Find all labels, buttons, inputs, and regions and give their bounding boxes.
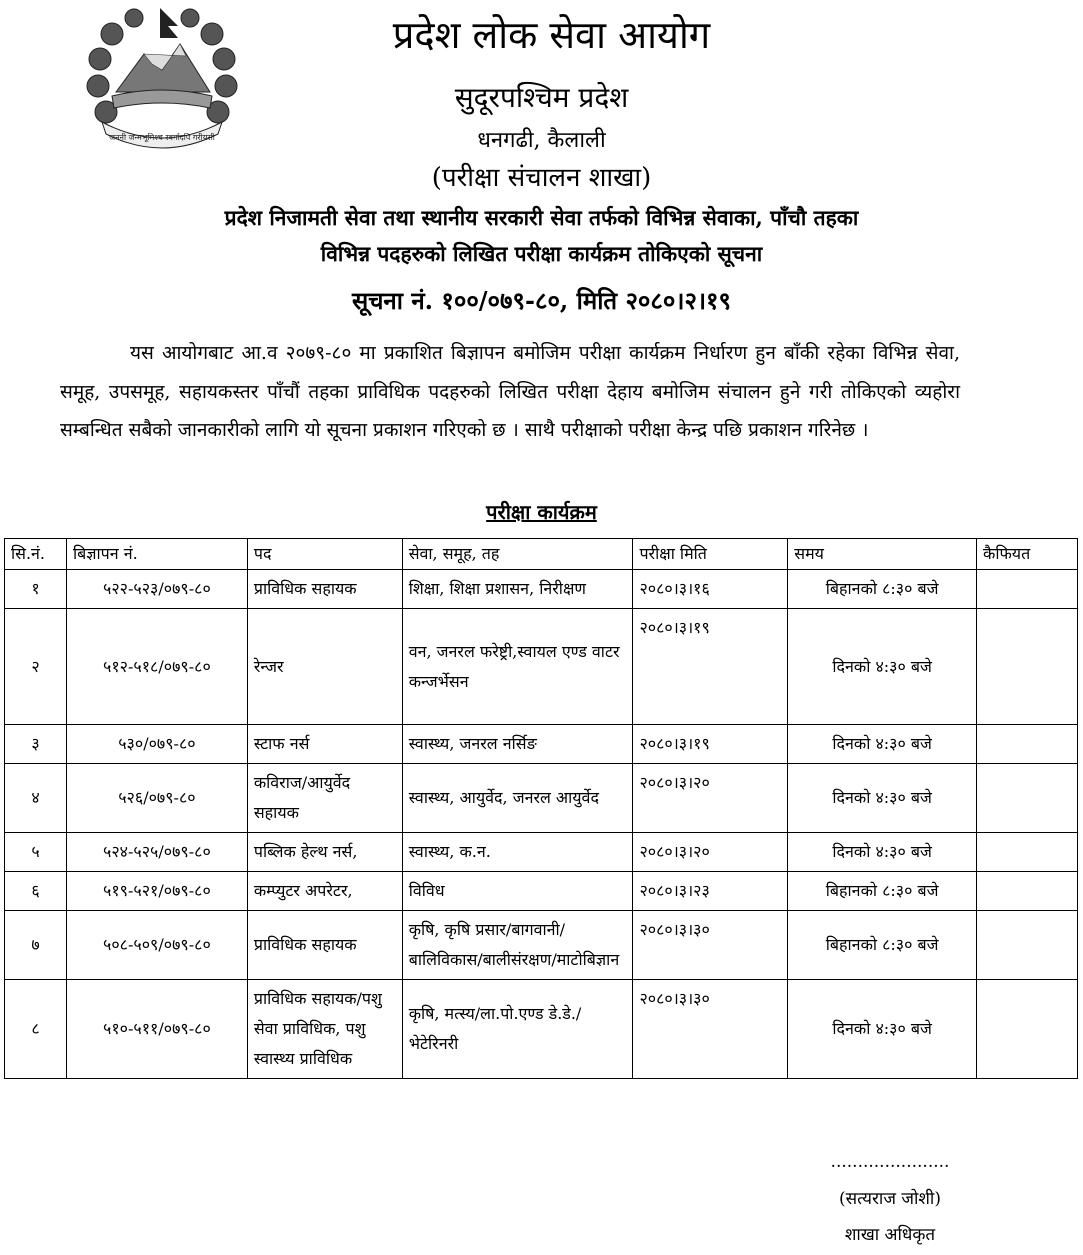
cell-remarks [977,980,1078,1079]
cell-post: कविराज/आयुर्वेद सहायक [247,764,402,833]
cell-ad-no: ५२६/०७९-८० [66,764,247,833]
cell-ad-no: ५०८-५०९/०७९-८० [66,911,247,980]
table-row [5,872,1078,911]
header-ad-no: बिज्ञापन नं. [66,539,247,570]
cell-serial: ५ [5,833,67,872]
cell-serial: ६ [5,872,67,911]
header-time: समय [788,539,977,570]
table-row [5,570,1078,609]
cell-time: दिनको ४:३० बजे [788,609,977,725]
cell-time: बिहानको ८:३० बजे [788,911,977,980]
header-post: पद [247,539,402,570]
header-exam-date: परीक्षा मिति [633,539,788,570]
cell-remarks [977,833,1078,872]
cell-time: बिहानको ८:३० बजे [788,872,977,911]
commission-title: प्रदेश लोक सेवा आयोग [392,13,711,57]
signatory-name: (सत्यराज जोशी) [839,1189,941,1209]
province-name: सुदूरपश्चिम प्रदेश [454,81,629,114]
cell-service: कृषि, कृषि प्रसार/बागवानी/बालिविकास/बालीसंरक्षण/माटोबिज्ञान [402,911,633,980]
office-location: धनगढी, कैलाली [477,128,606,153]
cell-post: स्टाफ नर्स [247,725,402,764]
cell-post: पब्लिक हेल्थ नर्स, [247,833,402,872]
cell-service: स्वास्थ्य, क.न. [402,833,633,872]
cell-post: कम्प्युटर अपरेटर, [247,872,402,911]
cell-service: वन, जनरल फरेष्ट्री,स्वायल एण्ड वाटर कन्जर्भेसन [402,609,633,725]
schedule-title [0,498,1083,525]
cell-exam-date: २०८०।३।१९ [633,725,788,764]
subject-line-1: प्रदेश निजामती सेवा तथा स्थानीय सरकारी सेवा तर्फको विभिन्न सेवाका, पाँचौ तहका [224,205,859,230]
cell-time: बिहानको ८:३० बजे [788,570,977,609]
cell-post: प्राविधिक सहायक [247,911,402,980]
cell-post: प्राविधिक सहायक [247,570,402,609]
header-service: सेवा, समूह, तह [402,539,633,570]
cell-exam-date: २०८०।३।३० [633,911,788,980]
cell-service: शिक्षा, शिक्षा प्रशासन, निरीक्षण [402,570,633,609]
cell-serial: १ [5,570,67,609]
cell-service: विविध [402,872,633,911]
header-remarks: कैफियत [977,539,1078,570]
cell-ad-no: ५२४-५२५/०७९-८० [66,833,247,872]
cell-service: कृषि, मत्स्य/ला.पो.एण्ड डे.डे./भेटेरिनरी [402,980,633,1079]
table-row [5,609,1078,725]
table-row [5,911,1078,980]
table-header-row [5,539,1078,570]
cell-ad-no: ५१०-५११/०७९-८० [66,980,247,1079]
svg-text:जननी जन्मभूमिश्च स्वर्गादपि गर: जननी जन्मभूमिश्च स्वर्गादपि गरीयसी [109,133,215,142]
notice-body-paragraph: यस आयोगबाट आ.व २०७९-८० मा प्रकाशित बिज्ञापन बमोजिम परीक्षा कार्यक्रम निर्धारण हुन बाँकी रहेका विभिन्न सेवा, समूह, उपसमूह, सहायकस्तर पाँचौं तहका प्राविधिक पदहरुको लिखित परीक्षा देहाय बमोजिम संचालन हुने गरी तोकिएको व्यहोरा सम्बन्धित सबैको जानकारीको लागि यो सूचना प्रकाशन गरिएको छ । साथै परीक्षाको परीक्षा केन्द्र पछि प्रकाशन गरिनेछ । [60,342,960,441]
notice-number: सूचना नं. १००/०७९-८०, मिति २०८०।२।१९ [351,286,732,315]
table-row [5,833,1078,872]
table-row [5,764,1078,833]
cell-remarks [977,764,1078,833]
cell-exam-date: २०८०।३।३० [633,980,788,1079]
signature-line: ...................... [830,1152,950,1172]
cell-exam-date: २०८०।३।१६ [633,570,788,609]
cell-serial: ४ [5,764,67,833]
cell-serial: ७ [5,911,67,980]
cell-time: दिनको ४:३० बजे [788,833,977,872]
cell-service: स्वास्थ्य, जनरल नर्सिङ [402,725,633,764]
cell-ad-no: ५१९-५२१/०७९-८० [66,872,247,911]
subject-line-2: विभिन्न पदहरुको लिखित परीक्षा कार्यक्रम तोकिएको सूचना [320,241,763,266]
exam-schedule-table [4,538,1078,1079]
table-row [5,980,1078,1079]
cell-time: दिनको ४:३० बजे [788,980,977,1079]
cell-remarks [977,570,1078,609]
cell-post: रेन्जर [247,609,402,725]
header-serial: सि.नं. [5,539,67,570]
table-row [5,725,1078,764]
cell-remarks [977,609,1078,725]
cell-exam-date: २०८०।३।१९ [633,609,788,725]
cell-ad-no: ५१२-५१८/०७९-८० [66,609,247,725]
cell-ad-no: ५२२-५२३/०७९-८० [66,570,247,609]
branch-name: (परीक्षा संचालन शाखा) [431,163,652,193]
cell-time: दिनको ४:३० बजे [788,725,977,764]
cell-service: स्वास्थ्य, आयुर्वेद, जनरल आयुर्वेद [402,764,633,833]
cell-exam-date: २०८०।३।२३ [633,872,788,911]
cell-exam-date: २०८०।३।२० [633,833,788,872]
cell-serial: ३ [5,725,67,764]
cell-serial: ८ [5,980,67,1079]
cell-time: दिनको ४:३० बजे [788,764,977,833]
cell-remarks [977,911,1078,980]
schedule-title-text: परीक्षा कार्यक्रम [486,500,597,524]
cell-remarks [977,725,1078,764]
cell-remarks [977,872,1078,911]
cell-ad-no: ५३०/०७९-८० [66,725,247,764]
cell-exam-date: २०८०।३।२० [633,764,788,833]
cell-serial: २ [5,609,67,725]
cell-post: प्राविधिक सहायक/पशु सेवा प्राविधिक, पशु स्वास्थ्य प्राविधिक [247,980,402,1079]
signatory-role: शाखा अधिकृत [844,1225,936,1245]
